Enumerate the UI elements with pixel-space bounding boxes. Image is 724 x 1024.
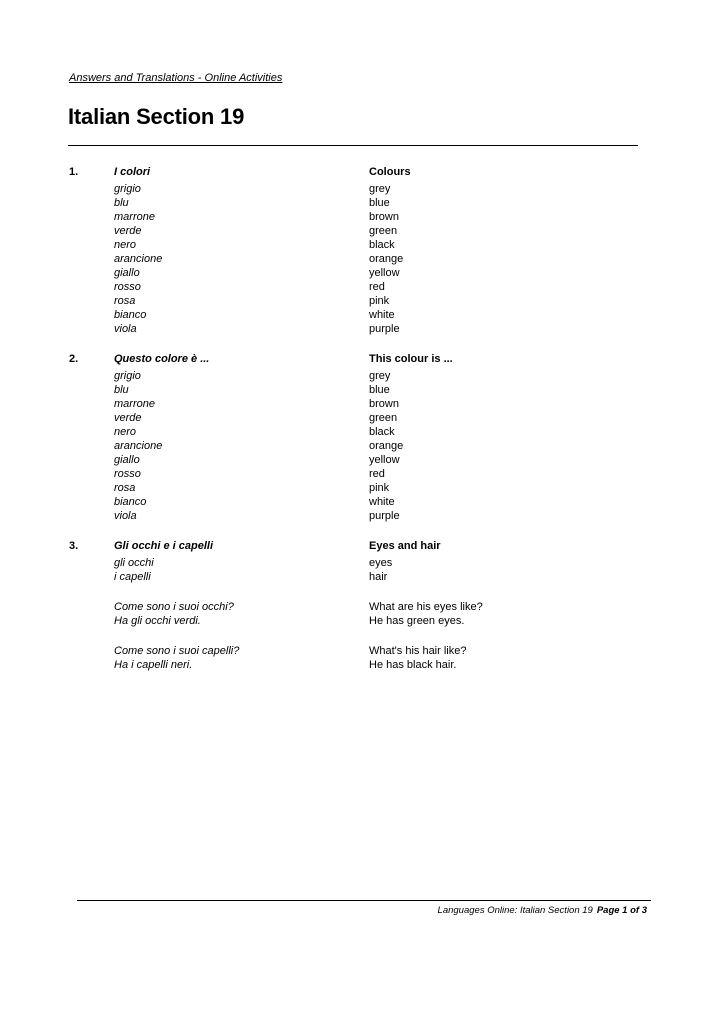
phrase-row [69, 658, 629, 672]
italian-term: grigio [114, 183, 141, 195]
italian-phrase: Come sono i suoi occhi? [114, 601, 234, 613]
vocab-row [69, 383, 629, 397]
english-translation: grey [369, 370, 391, 382]
english-translation: blue [369, 197, 390, 209]
english-translation: hair [369, 571, 388, 583]
english-translation: white [369, 309, 395, 321]
italian-term: bianco [114, 309, 147, 321]
phrase-row [69, 614, 629, 628]
section-heading-english: Colours [369, 166, 411, 178]
vocab-row [69, 238, 629, 252]
italian-term: marrone [114, 211, 155, 223]
english-translation: green [369, 412, 398, 424]
english-translation: What's his hair like? [369, 645, 467, 657]
italian-phrase: Ha gli occhi verdi. [114, 615, 201, 627]
vocab-row [69, 224, 629, 238]
phrase-row [69, 644, 629, 658]
english-translation: He has black hair. [369, 659, 457, 671]
section-heading-italian: I colori [114, 166, 151, 178]
page-number: Page 1 of 3 [596, 905, 647, 916]
italian-phrase: Ha i capelli neri. [114, 659, 193, 671]
italian-term: viola [114, 510, 137, 522]
italian-term: viola [114, 323, 137, 335]
english-translation: black [369, 239, 395, 251]
italian-term: arancione [114, 253, 163, 265]
italian-term: bianco [114, 496, 147, 508]
section-heading-italian: Gli occhi e i capelli [114, 540, 214, 552]
section-eyes-and-hair [69, 539, 629, 672]
vocab-row [69, 439, 629, 453]
italian-term: rosa [114, 295, 136, 307]
vocab-row [69, 182, 629, 196]
vocab-row [69, 467, 629, 481]
italian-term: gli occhi [114, 557, 154, 569]
vocab-row [69, 252, 629, 266]
italian-term: marrone [114, 398, 155, 410]
vocab-row [69, 481, 629, 495]
italian-term: verde [114, 412, 142, 424]
section-heading-english: Eyes and hair [369, 540, 441, 552]
vocab-row [69, 266, 629, 280]
vocab-row [69, 570, 629, 584]
vocab-row [69, 369, 629, 383]
section-colours [69, 165, 629, 336]
title-divider [68, 145, 638, 146]
vocab-row [69, 495, 629, 509]
vocab-row [69, 196, 629, 210]
vocab-row [69, 453, 629, 467]
italian-term: nero [114, 239, 137, 251]
english-translation: blue [369, 384, 390, 396]
section-heading [69, 352, 629, 366]
italian-term: rosso [114, 468, 141, 480]
page-footer [438, 905, 647, 916]
italian-phrase: Come sono i suoi capelli? [114, 645, 240, 657]
english-translation: red [369, 468, 385, 480]
english-translation: yellow [369, 454, 400, 466]
english-translation: yellow [369, 267, 400, 279]
vocab-row [69, 397, 629, 411]
english-translation: grey [369, 183, 391, 195]
phrase-row [69, 600, 629, 614]
vocab-row [69, 411, 629, 425]
english-translation: brown [369, 211, 399, 223]
italian-term: verde [114, 225, 142, 237]
vocab-row [69, 322, 629, 336]
english-translation: green [369, 225, 398, 237]
english-translation: red [369, 281, 385, 293]
english-translation: black [369, 426, 395, 438]
section-heading [69, 165, 629, 179]
vocab-row [69, 308, 629, 322]
english-translation: purple [369, 323, 400, 335]
section-this-colour-is [69, 352, 629, 523]
italian-term: arancione [114, 440, 163, 452]
document-body [69, 165, 629, 688]
english-translation: What are his eyes like? [369, 601, 483, 613]
italian-term: grigio [114, 370, 141, 382]
english-translation: orange [369, 440, 404, 452]
english-translation: orange [369, 253, 404, 265]
english-translation: white [369, 496, 395, 508]
italian-term: rosa [114, 482, 136, 494]
english-translation: pink [369, 295, 390, 307]
english-translation: pink [369, 482, 390, 494]
section-heading-english: This colour is ... [369, 353, 453, 365]
vocab-row [69, 210, 629, 224]
vocab-row [69, 425, 629, 439]
vocab-row [69, 509, 629, 523]
document-header-note: Answers and Translations - Online Activities [69, 72, 283, 84]
italian-term: i capelli [114, 571, 151, 583]
page-title: Italian Section 19 [68, 104, 245, 129]
italian-term: giallo [114, 267, 140, 279]
italian-term: giallo [114, 454, 140, 466]
footer-divider [77, 900, 651, 901]
section-number: 2. [69, 353, 79, 365]
english-translation: He has green eyes. [369, 615, 465, 627]
english-translation: purple [369, 510, 400, 522]
footer-source: Languages Online: Italian Section 19 [437, 905, 593, 916]
english-translation: eyes [369, 557, 393, 569]
italian-term: nero [114, 426, 137, 438]
section-number: 1. [69, 166, 79, 178]
vocab-row [69, 280, 629, 294]
italian-term: blu [114, 384, 129, 396]
english-translation: brown [369, 398, 399, 410]
vocab-row [69, 556, 629, 570]
section-number: 3. [69, 540, 79, 552]
section-heading [69, 539, 629, 553]
italian-term: rosso [114, 281, 141, 293]
vocab-row [69, 294, 629, 308]
italian-term: blu [114, 197, 129, 209]
section-heading-italian: Questo colore è ... [114, 353, 210, 365]
